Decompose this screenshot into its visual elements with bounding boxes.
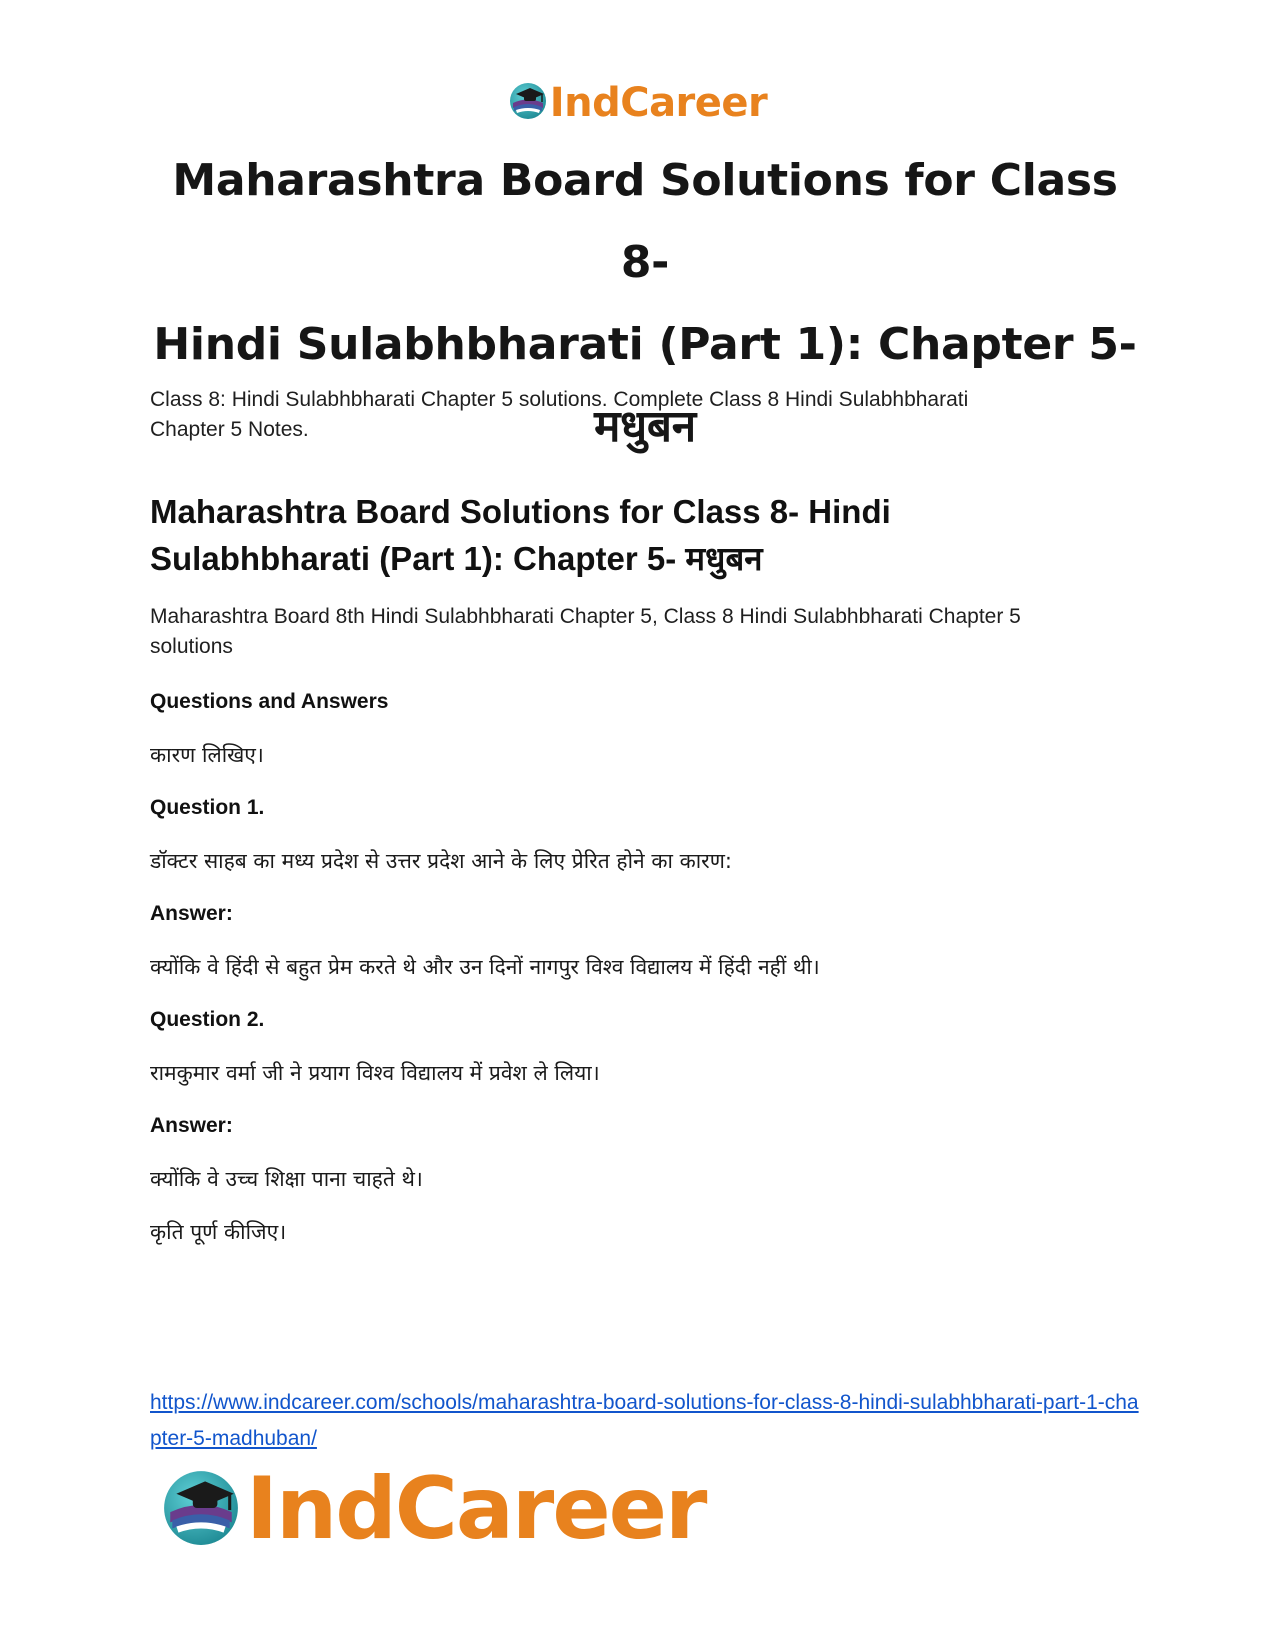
main-content: [150, 385, 1140, 1247]
section-heading-line-1: Maharashtra Board Solutions for Class 8- Hindi: [150, 493, 891, 530]
answer-2-label: Answer:: [150, 1114, 233, 1137]
page-title-line-2: Hindi Sulabhbharati (Part 1): Chapter 5- मधुबन: [153, 319, 1137, 452]
page-title-line-1: Maharashtra Board Solutions for Class 8-: [172, 155, 1118, 288]
intro-line-1: Class 8: Hindi Sulabhbharati Chapter 5 solutions. Complete Class 8 Hindi Sulabhbharati: [150, 388, 969, 411]
subintro-line-2: solutions: [150, 635, 233, 658]
question-1-text: डॉक्टर साहब का मध्य प्रदेश से उत्तर प्रदेश आने के लिए प्रेरित होने का कारण:: [150, 849, 732, 873]
footer-brand-logo-text: IndCareer: [246, 1458, 706, 1559]
question-2-text: रामकुमार वर्मा जी ने प्रयाग विश्व विद्यालय में प्रवेश ले लिया।: [150, 1061, 600, 1085]
question-1-label: Question 1.: [150, 796, 265, 819]
intro-paragraph: [150, 385, 1140, 445]
source-url-link[interactable]: https://www.indcareer.com/schools/maharashtra-board-solutions-for-class-8-hindi-sulabhbharati-part-1-chapter-5-madhuban/: [150, 1391, 1139, 1450]
graduation-cap-books-globe-icon: [508, 80, 548, 125]
answer-2-text: क्योंकि वे उच्च शिक्षा पाना चाहते थे।: [150, 1167, 423, 1191]
answer-1-label: Answer:: [150, 902, 233, 925]
intro-line-2: Chapter 5 Notes.: [150, 418, 309, 441]
instruction-complete: कृति पूर्ण कीजिए।: [150, 1220, 287, 1244]
subintro-line-1: Maharashtra Board 8th Hindi Sulabhbharati Chapter 5, Class 8 Hindi Sulabhbharati Chapter 5: [150, 605, 1021, 628]
graduation-cap-books-globe-icon: [160, 1465, 242, 1552]
qa-heading: Questions and Answers: [150, 690, 389, 713]
section-heading-line-2: Sulabhbharati (Part 1): Chapter 5- मधुबन: [150, 540, 763, 577]
brand-logo-text: IndCareer: [549, 79, 768, 126]
header-logo: [0, 80, 1275, 125]
section-heading: [150, 488, 1140, 582]
footer-logo: [160, 1458, 706, 1559]
instruction-reason: कारण लिखिए।: [150, 743, 264, 767]
answer-1-text: क्योंकि वे हिंदी से बहुत प्रेम करते थे और उन दिनों नागपुर विश्व विद्यालय में हिंदी नहीं थी।: [150, 955, 820, 979]
section-subintro: [150, 602, 1140, 662]
question-2-label: Question 2.: [150, 1008, 265, 1031]
